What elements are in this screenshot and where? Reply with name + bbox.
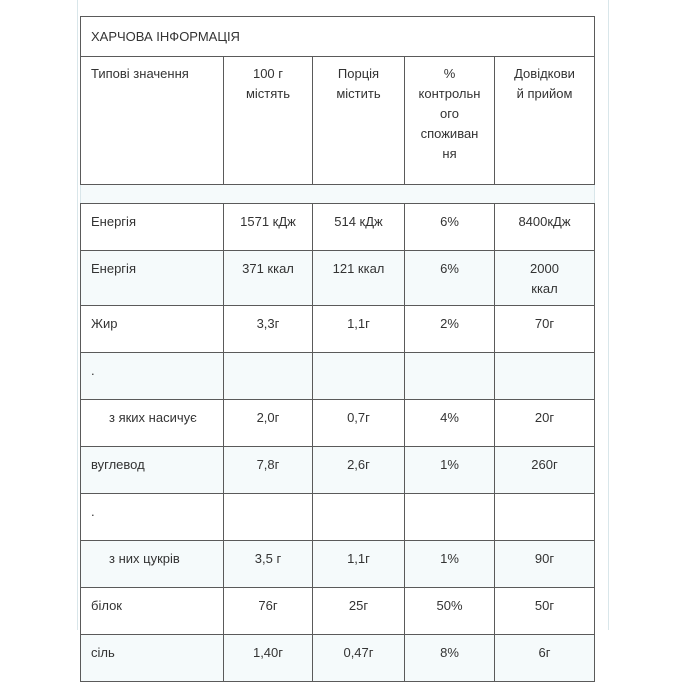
row-per-100g: 1,40г bbox=[224, 635, 313, 682]
row-reference-intake: 8400кДж bbox=[495, 204, 595, 251]
table-row bbox=[81, 306, 595, 353]
table-row bbox=[81, 588, 595, 635]
row-reference-intake: 70г bbox=[495, 306, 595, 353]
row-per-portion: 514 кДж bbox=[313, 204, 405, 251]
row-per-portion: 1,1г bbox=[313, 541, 405, 588]
row-per-100g: 371 ккал bbox=[224, 251, 313, 306]
row-per-100g: 1571 кДж bbox=[224, 204, 313, 251]
row-percent-ri: 1% bbox=[405, 541, 495, 588]
table-title: ХАРЧОВА ІНФОРМАЦІЯ bbox=[81, 17, 595, 57]
row-percent-ri: 4% bbox=[405, 400, 495, 447]
row-per-portion: 2,6г bbox=[313, 447, 405, 494]
row-per-portion bbox=[313, 353, 405, 400]
row-per-portion: 1,1г bbox=[313, 306, 405, 353]
row-percent-ri: 8% bbox=[405, 635, 495, 682]
table-row bbox=[81, 251, 595, 306]
row-label: Енергія bbox=[81, 204, 224, 251]
row-reference-intake: 6г bbox=[495, 635, 595, 682]
row-reference-intake: 20г bbox=[495, 400, 595, 447]
row-label: Жир bbox=[81, 306, 224, 353]
header-typical-values: Типові значення bbox=[81, 57, 224, 185]
header-percent-ri: % контрольн ого споживан ня bbox=[405, 57, 495, 185]
row-label: . bbox=[81, 353, 224, 400]
row-label: сіль bbox=[81, 635, 224, 682]
row-percent-ri bbox=[405, 353, 495, 400]
row-per-100g bbox=[224, 494, 313, 541]
row-per-100g: 3,5 г bbox=[224, 541, 313, 588]
row-per-portion: 0,47г bbox=[313, 635, 405, 682]
table-spacer bbox=[81, 185, 595, 204]
nutrition-table bbox=[80, 16, 595, 682]
row-reference-intake bbox=[495, 494, 595, 541]
row-reference-intake: 50г bbox=[495, 588, 595, 635]
row-per-portion: 25г bbox=[313, 588, 405, 635]
table-row bbox=[81, 635, 595, 682]
row-per-100g: 76г bbox=[224, 588, 313, 635]
header-reference-intake: Довідкови й прийом bbox=[495, 57, 595, 185]
row-per-portion bbox=[313, 494, 405, 541]
row-label: з яких насичує bbox=[81, 400, 224, 447]
row-per-100g: 2,0г bbox=[224, 400, 313, 447]
header-per-portion: Порція містить bbox=[313, 57, 405, 185]
row-reference-intake bbox=[495, 353, 595, 400]
row-percent-ri: 1% bbox=[405, 447, 495, 494]
table-row bbox=[81, 541, 595, 588]
row-per-100g bbox=[224, 353, 313, 400]
row-per-100g: 3,3г bbox=[224, 306, 313, 353]
row-percent-ri: 2% bbox=[405, 306, 495, 353]
table-header-row bbox=[81, 57, 595, 185]
row-percent-ri: 6% bbox=[405, 204, 495, 251]
row-percent-ri bbox=[405, 494, 495, 541]
table-row bbox=[81, 494, 595, 541]
row-reference-intake: 90г bbox=[495, 541, 595, 588]
row-percent-ri: 50% bbox=[405, 588, 495, 635]
row-reference-intake: 260г bbox=[495, 447, 595, 494]
table-row bbox=[81, 400, 595, 447]
table-row bbox=[81, 204, 595, 251]
table-row bbox=[81, 447, 595, 494]
row-reference-intake: 2000 ккал bbox=[495, 251, 595, 306]
row-label: . bbox=[81, 494, 224, 541]
table-row bbox=[81, 353, 595, 400]
row-label: з них цукрів bbox=[81, 541, 224, 588]
row-label: білок bbox=[81, 588, 224, 635]
row-per-portion: 0,7г bbox=[313, 400, 405, 447]
row-percent-ri: 6% bbox=[405, 251, 495, 306]
row-per-portion: 121 ккал bbox=[313, 251, 405, 306]
row-label: вуглевод bbox=[81, 447, 224, 494]
header-per-100g: 100 г містять bbox=[224, 57, 313, 185]
row-label: Енергія bbox=[81, 251, 224, 306]
row-per-100g: 7,8г bbox=[224, 447, 313, 494]
